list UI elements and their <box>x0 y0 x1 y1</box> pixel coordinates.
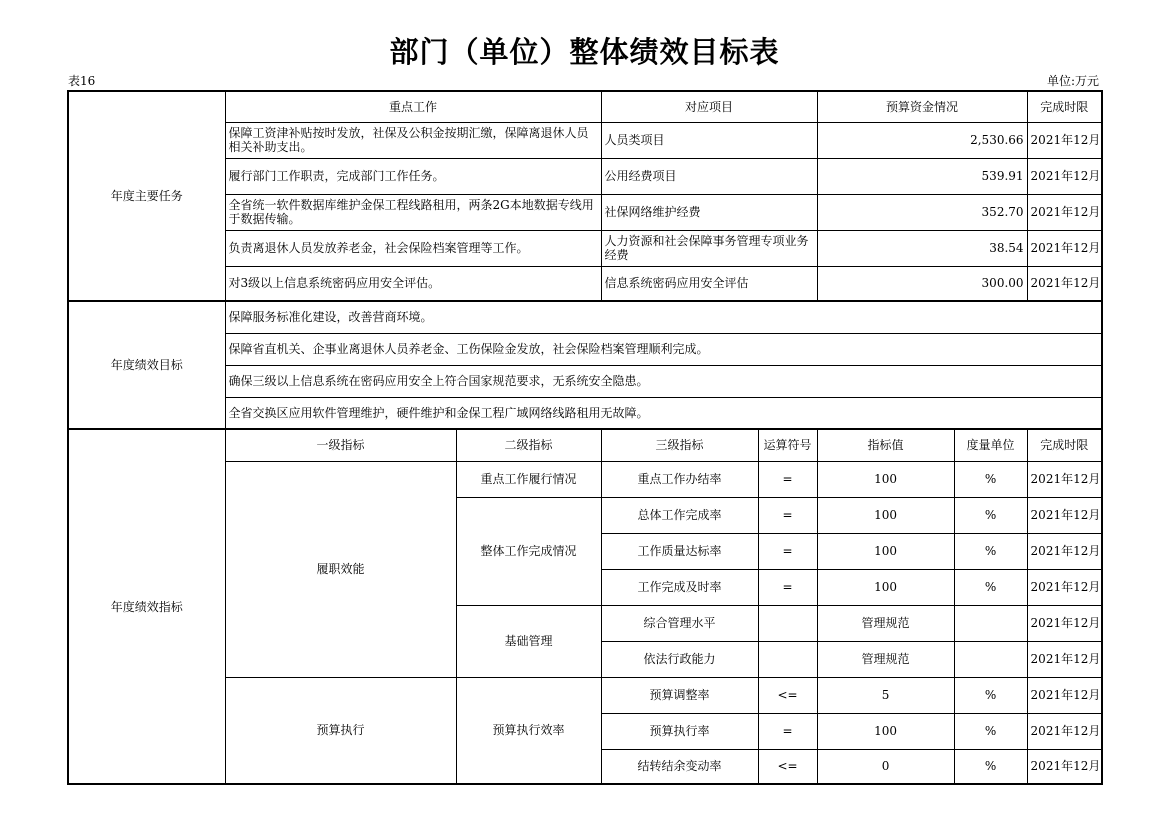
indicator-deadline: 2021年12月 <box>1027 497 1102 533</box>
task-project: 人员类项目 <box>601 122 817 158</box>
task-work: 负责离退休人员发放养老金，社会保险档案管理等工作。 <box>225 230 601 266</box>
indicator-operator: <= <box>758 749 817 784</box>
goal-item: 确保三级以上信息系统在密码应用安全上符合国家规范要求，无系统安全隐患。 <box>225 365 1102 397</box>
indicator-name: 依法行政能力 <box>601 641 758 677</box>
level1-budget-execution: 预算执行 <box>225 677 456 784</box>
indicator-name: 重点工作办结率 <box>601 461 758 497</box>
indicator-name: 综合管理水平 <box>601 605 758 641</box>
task-budget: 300.00 <box>817 266 1027 301</box>
level2-key-work: 重点工作履行情况 <box>456 461 601 497</box>
task-deadline: 2021年12月 <box>1027 158 1102 194</box>
indicator-operator: = <box>758 461 817 497</box>
header-deadline: 完成时限 <box>1027 91 1102 122</box>
indicator-name: 预算执行率 <box>601 713 758 749</box>
header-work: 重点工作 <box>225 91 601 122</box>
indicator-unit: % <box>954 677 1027 713</box>
level2-basic-management: 基础管理 <box>456 605 601 677</box>
indicator-deadline: 2021年12月 <box>1027 713 1102 749</box>
goal-item: 保障省直机关、企事业离退休人员养老金、工伤保险金发放，社会保险档案管理顺利完成。 <box>225 333 1102 365</box>
task-budget: 539.91 <box>817 158 1027 194</box>
indicator-deadline: 2021年12月 <box>1027 461 1102 497</box>
unit-label: 单位:万元 <box>1046 74 1099 88</box>
indicator-value: 100 <box>817 569 954 605</box>
header-unit: 度量单位 <box>954 429 1027 461</box>
goals-section-label: 年度绩效目标 <box>68 301 225 429</box>
indicator-unit: % <box>954 713 1027 749</box>
indicator-value: 5 <box>817 677 954 713</box>
indicator-operator: <= <box>758 677 817 713</box>
header-level1: 一级指标 <box>225 429 456 461</box>
indicator-deadline: 2021年12月 <box>1027 569 1102 605</box>
indicator-operator: = <box>758 497 817 533</box>
header-deadline: 完成时限 <box>1027 429 1102 461</box>
task-deadline: 2021年12月 <box>1027 122 1102 158</box>
indicator-value: 100 <box>817 713 954 749</box>
indicator-operator: = <box>758 533 817 569</box>
indicator-unit <box>954 641 1027 677</box>
level2-budget-efficiency: 预算执行效率 <box>456 677 601 784</box>
task-project: 社保网络维护经费 <box>601 194 817 230</box>
task-work: 保障工资津补贴按时发放，社保及公积金按期汇缴，保障离退休人员相关补助支出。 <box>225 122 601 158</box>
task-deadline: 2021年12月 <box>1027 266 1102 301</box>
task-deadline: 2021年12月 <box>1027 194 1102 230</box>
header-operator: 运算符号 <box>758 429 817 461</box>
indicator-unit <box>954 605 1027 641</box>
page-title: 部门（单位）整体绩效目标表 <box>389 35 780 69</box>
indicator-value: 100 <box>817 461 954 497</box>
tasks-section-label: 年度主要任务 <box>68 91 225 301</box>
indicator-value: 100 <box>817 533 954 569</box>
indicator-value: 0 <box>817 749 954 784</box>
indicator-deadline: 2021年12月 <box>1027 749 1102 784</box>
header-project: 对应项目 <box>601 91 817 122</box>
indicator-name: 结转结余变动率 <box>601 749 758 784</box>
task-project: 信息系统密码应用安全评估 <box>601 266 817 301</box>
indicator-operator <box>758 641 817 677</box>
indicator-deadline: 2021年12月 <box>1027 677 1102 713</box>
header-level3: 三级指标 <box>601 429 758 461</box>
task-work: 全省统一软件数据库维护金保工程线路租用，两条2G本地数据专线用于数据传输。 <box>225 194 601 230</box>
header-value: 指标值 <box>817 429 954 461</box>
level2-overall-work: 整体工作完成情况 <box>456 497 601 605</box>
indicator-name: 工作质量达标率 <box>601 533 758 569</box>
table-number: 表16 <box>68 74 96 88</box>
task-work: 对3级以上信息系统密码应用安全评估。 <box>225 266 601 301</box>
task-project: 人力资源和社会保障事务管理专项业务经费 <box>601 230 817 266</box>
indicator-unit: % <box>954 749 1027 784</box>
indicator-operator: = <box>758 713 817 749</box>
task-budget: 352.70 <box>817 194 1027 230</box>
indicator-operator <box>758 605 817 641</box>
task-work: 履行部门工作职责，完成部门工作任务。 <box>225 158 601 194</box>
indicator-value: 100 <box>817 497 954 533</box>
header-budget: 预算资金情况 <box>817 91 1027 122</box>
indicators-section-label: 年度绩效指标 <box>68 429 225 784</box>
goal-item: 全省交换区应用软件管理维护，硬件维护和金保工程广域网络线路租用无故障。 <box>225 397 1102 429</box>
task-project: 公用经费项目 <box>601 158 817 194</box>
task-budget: 38.54 <box>817 230 1027 266</box>
goal-item: 保障服务标准化建设，改善营商环境。 <box>225 301 1102 333</box>
indicator-value: 管理规范 <box>817 641 954 677</box>
task-deadline: 2021年12月 <box>1027 230 1102 266</box>
indicator-deadline: 2021年12月 <box>1027 533 1102 569</box>
task-budget: 2,530.66 <box>817 122 1027 158</box>
indicator-unit: % <box>954 461 1027 497</box>
indicator-name: 预算调整率 <box>601 677 758 713</box>
indicator-name: 工作完成及时率 <box>601 569 758 605</box>
indicator-deadline: 2021年12月 <box>1027 605 1102 641</box>
indicator-unit: % <box>954 569 1027 605</box>
level1-performance: 履职效能 <box>225 461 456 677</box>
indicator-unit: % <box>954 497 1027 533</box>
indicator-value: 管理规范 <box>817 605 954 641</box>
indicator-operator: = <box>758 569 817 605</box>
indicator-name: 总体工作完成率 <box>601 497 758 533</box>
header-level2: 二级指标 <box>456 429 601 461</box>
indicator-unit: % <box>954 533 1027 569</box>
performance-table <box>67 90 1103 785</box>
indicator-deadline: 2021年12月 <box>1027 641 1102 677</box>
